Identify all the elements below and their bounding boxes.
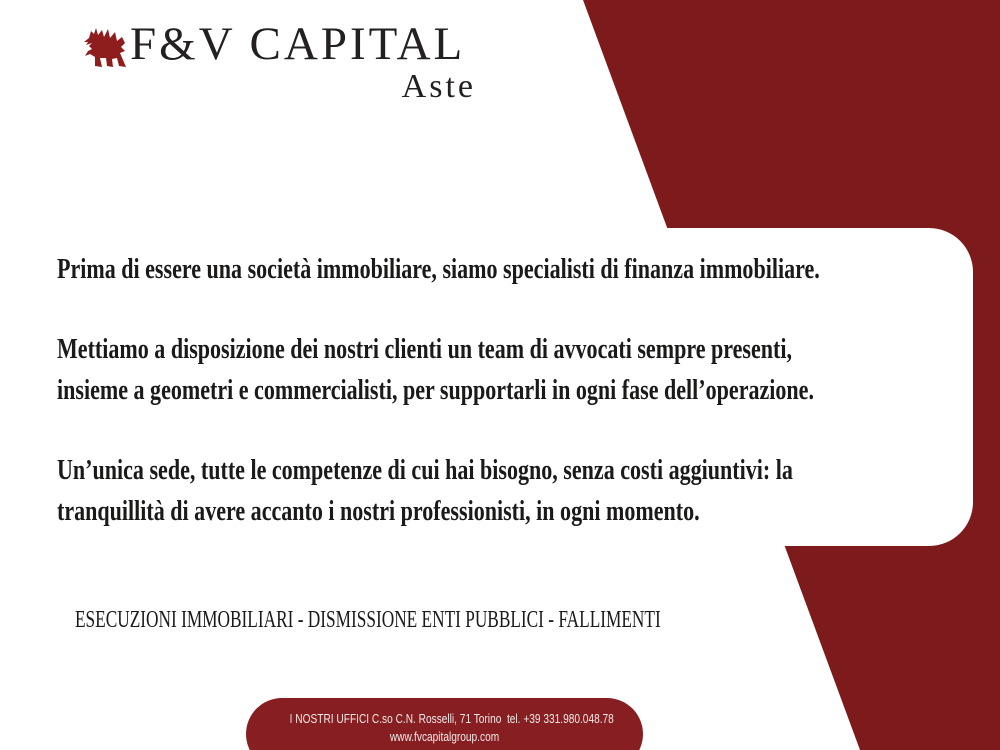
body-text-line: Un’unica sede, tutte le competenze di cui hai bisogno, senza costi aggiuntivi: la bbox=[57, 454, 793, 486]
body-text-line: insieme a geometri e commercialisti, per supportarli in ogni fase dell’operazione. bbox=[57, 374, 814, 406]
services-line: ESECUZIONI IMMOBILIARI - DISMISSIONE ENTI PUBBLICI - FALLIMENTI bbox=[75, 607, 661, 633]
footer-offices-line: I NOSTRI UFFICI C.so C.N. Rosselli, 71 Torino tel. +39 331.980.048.78 bbox=[289, 711, 614, 726]
paragraph-1 bbox=[57, 249, 957, 290]
footer-contact-bar bbox=[246, 698, 643, 750]
paragraph-2 bbox=[57, 329, 957, 411]
paragraph-3 bbox=[57, 450, 957, 532]
body-text-line: Prima di essere una società immobiliare, siamo specialisti di finanza immobiliare. bbox=[57, 253, 820, 285]
brand-subtitle: Aste bbox=[401, 68, 476, 105]
body-text-line: Mettiamo a disposizione dei nostri clienti un team di avvocati sempre presenti, bbox=[57, 333, 793, 365]
footer-website: www.fvcapitalgroup.com bbox=[389, 729, 500, 744]
body-text-line: tranquillità di avere accanto i nostri professionisti, in ogni momento. bbox=[57, 495, 700, 527]
brand-name: F&V CAPITAL bbox=[130, 18, 466, 70]
body-copy bbox=[57, 249, 957, 532]
griffin-logo-icon bbox=[84, 27, 128, 68]
